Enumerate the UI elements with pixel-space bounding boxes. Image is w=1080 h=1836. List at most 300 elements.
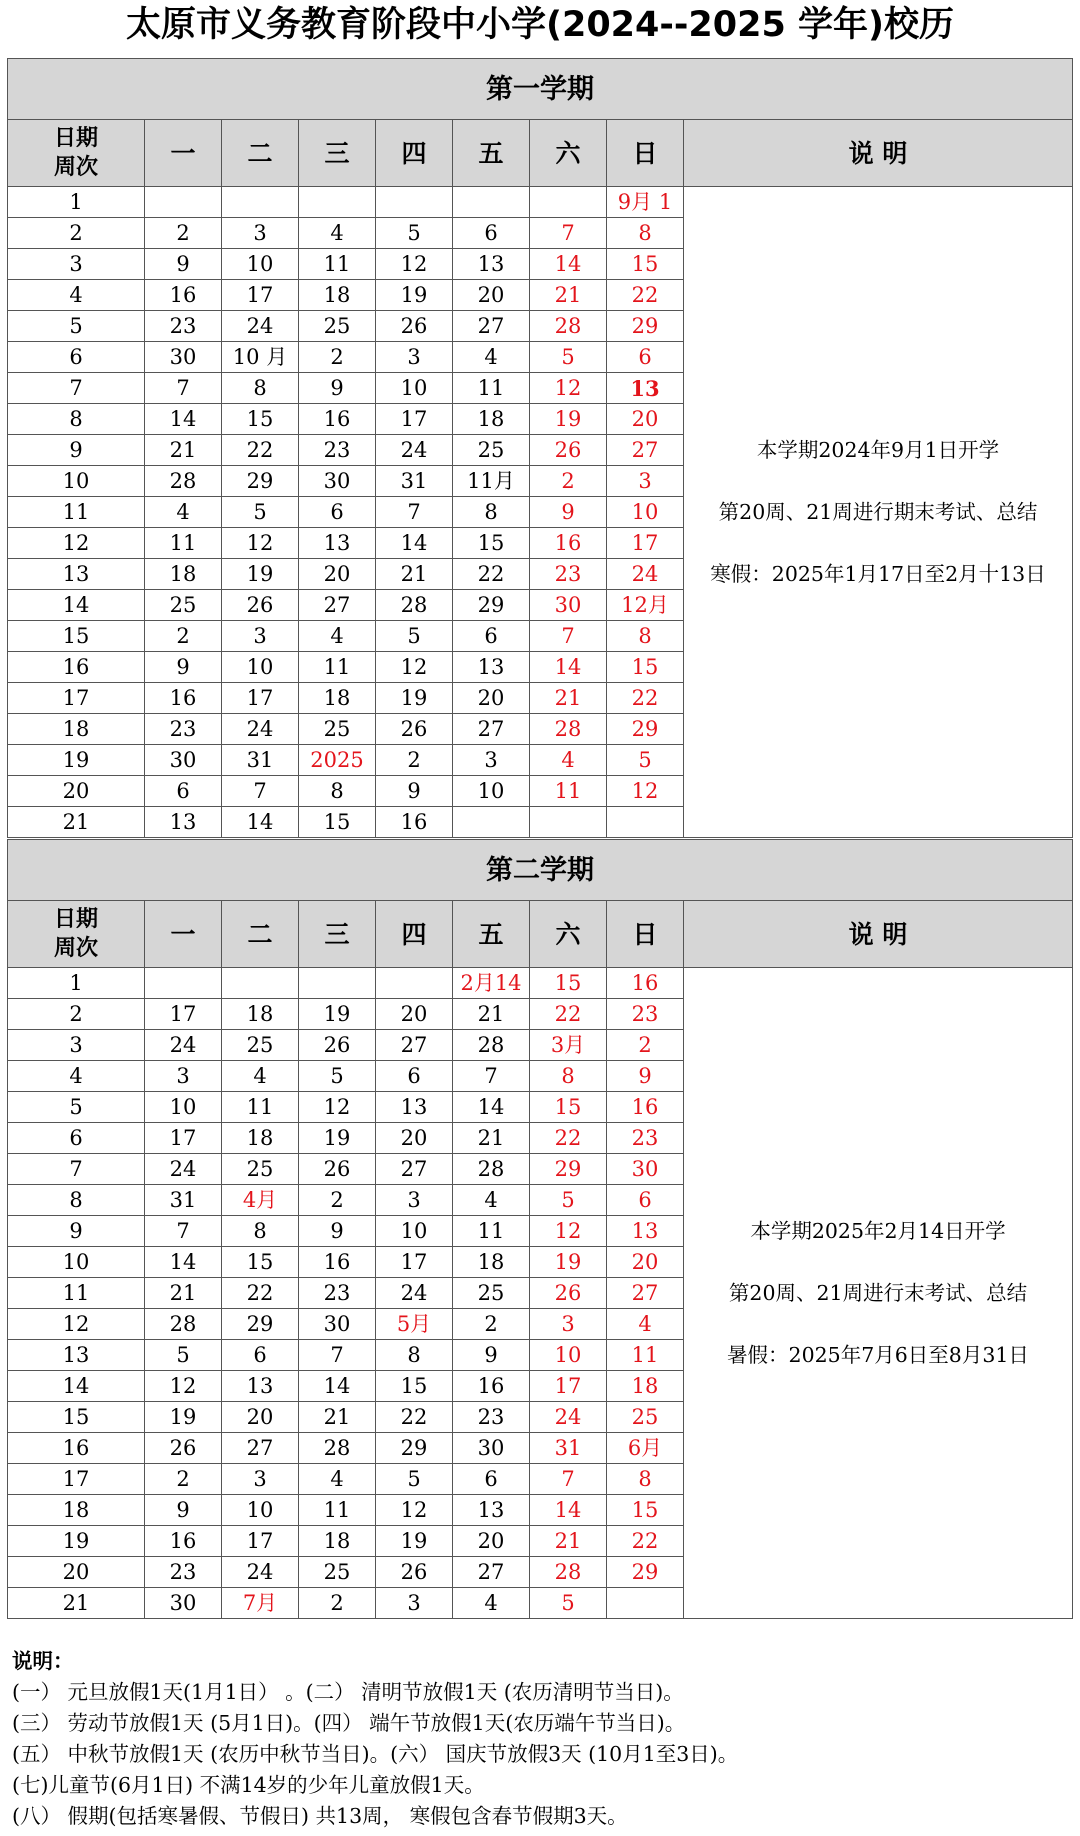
date-cell: 14	[145, 404, 222, 435]
date-cell: 10	[222, 652, 299, 683]
date-cell: 7	[453, 1061, 530, 1092]
week-number: 15	[8, 621, 145, 652]
date-cell: 7	[530, 1464, 607, 1495]
date-cell: 23	[530, 559, 607, 590]
semester-note-line: 第20周、21周进行期末考试、总结	[718, 500, 1038, 524]
date-cell: 10	[376, 373, 453, 404]
notes-header: 说 明	[684, 901, 1073, 968]
footer-line: (三） 劳动节放假1天 (5月1日)。(四） 端午节放假1天(农历端午节当日)。	[12, 1711, 686, 1735]
date-cell: 20	[453, 1526, 530, 1557]
week-number: 18	[8, 1495, 145, 1526]
date-cell: 11	[145, 528, 222, 559]
date-cell: 16	[145, 683, 222, 714]
date-cell: 2	[145, 621, 222, 652]
date-cell: 7	[222, 776, 299, 807]
date-cell: 22	[607, 280, 684, 311]
date-cell	[299, 187, 376, 218]
date-cell	[376, 187, 453, 218]
week-number: 1	[8, 187, 145, 218]
date-cell: 23	[607, 999, 684, 1030]
date-cell: 21	[453, 999, 530, 1030]
date-cell: 5	[607, 745, 684, 776]
date-cell	[453, 187, 530, 218]
date-cell: 5	[299, 1061, 376, 1092]
date-cell: 8	[222, 373, 299, 404]
week-number: 13	[8, 1340, 145, 1371]
date-cell: 20	[376, 999, 453, 1030]
date-cell: 12月	[607, 590, 684, 621]
date-cell: 29	[607, 714, 684, 745]
weekday-header: 日	[607, 120, 684, 187]
date-cell: 2	[376, 745, 453, 776]
date-cell: 28	[299, 1433, 376, 1464]
date-cell: 24	[145, 1030, 222, 1061]
date-cell: 3	[453, 745, 530, 776]
semester-title: 第二学期	[8, 840, 1073, 901]
date-cell: 12	[222, 528, 299, 559]
date-cell: 16	[145, 280, 222, 311]
week-number: 19	[8, 1526, 145, 1557]
date-cell: 28	[530, 1557, 607, 1588]
week-number: 18	[8, 714, 145, 745]
date-cell: 9	[299, 1216, 376, 1247]
weekday-header: 二	[222, 120, 299, 187]
footer-notes	[12, 1646, 1072, 1832]
date-cell: 29	[222, 1309, 299, 1340]
semester-notes	[684, 187, 1073, 838]
date-cell: 13	[145, 807, 222, 838]
date-cell: 8	[607, 621, 684, 652]
date-cell: 6	[376, 1061, 453, 1092]
date-cell: 14	[530, 249, 607, 280]
date-cell: 17	[607, 528, 684, 559]
date-cell: 21	[530, 1526, 607, 1557]
date-cell: 2月14	[453, 968, 530, 999]
date-cell: 29	[453, 590, 530, 621]
semester-note-line: 第20周、21周进行末考试、总结	[728, 1281, 1028, 1305]
header-row	[8, 901, 1073, 968]
header-date-label: 日期	[53, 907, 98, 932]
date-cell	[145, 187, 222, 218]
week-number: 21	[8, 1588, 145, 1619]
date-cell: 22	[376, 1402, 453, 1433]
date-cell: 24	[607, 559, 684, 590]
footer-heading: 说明：	[12, 1649, 74, 1673]
date-cell: 11	[607, 1340, 684, 1371]
date-cell: 13	[376, 1092, 453, 1123]
date-cell: 4	[299, 1464, 376, 1495]
date-cell: 7	[530, 218, 607, 249]
date-cell: 16	[607, 1092, 684, 1123]
date-cell: 19	[299, 1123, 376, 1154]
weekday-header: 二	[222, 901, 299, 968]
weekday-header: 三	[299, 120, 376, 187]
week-number: 11	[8, 1278, 145, 1309]
date-cell: 9	[453, 1340, 530, 1371]
weekday-header: 六	[530, 901, 607, 968]
date-cell: 17	[530, 1371, 607, 1402]
week-number: 4	[8, 1061, 145, 1092]
date-cell: 18	[299, 280, 376, 311]
date-cell: 4	[145, 497, 222, 528]
date-cell: 25	[453, 435, 530, 466]
date-cell: 24	[145, 1154, 222, 1185]
date-cell: 28	[530, 714, 607, 745]
date-cell: 30	[299, 1309, 376, 1340]
week-number: 20	[8, 776, 145, 807]
weekday-header: 四	[376, 120, 453, 187]
date-cell: 12	[376, 249, 453, 280]
date-cell: 20	[607, 404, 684, 435]
date-cell: 26	[376, 714, 453, 745]
date-cell: 18	[453, 404, 530, 435]
week-number: 17	[8, 683, 145, 714]
semester-banner-row	[8, 840, 1073, 901]
date-cell: 9	[145, 652, 222, 683]
date-cell: 10 月	[222, 342, 299, 373]
date-cell: 4	[222, 1061, 299, 1092]
date-cell: 5	[145, 1340, 222, 1371]
page-title: 太原市义务教育阶段中小学(2024--2025 学年)校历	[125, 5, 955, 45]
date-cell: 5	[530, 1588, 607, 1619]
date-cell: 10	[607, 497, 684, 528]
date-cell: 15	[299, 807, 376, 838]
date-cell: 13	[299, 528, 376, 559]
date-cell: 27	[376, 1154, 453, 1185]
date-cell: 3	[530, 1309, 607, 1340]
week-number: 15	[8, 1402, 145, 1433]
week-number: 16	[8, 1433, 145, 1464]
date-cell: 6	[453, 1464, 530, 1495]
date-cell: 26	[222, 590, 299, 621]
week-number: 10	[8, 1247, 145, 1278]
date-cell: 16	[453, 1371, 530, 1402]
date-cell: 4	[453, 1588, 530, 1619]
date-cell: 9	[607, 1061, 684, 1092]
footer-line: (五） 中秋节放假1天 (农历中秋节当日)。(六） 国庆节放假3天 (10月1至3日)。	[12, 1742, 739, 1766]
date-cell: 3	[222, 218, 299, 249]
date-cell: 14	[145, 1247, 222, 1278]
date-cell: 15	[607, 652, 684, 683]
date-cell: 24	[376, 435, 453, 466]
date-cell: 9	[145, 249, 222, 280]
date-cell: 20	[299, 559, 376, 590]
date-cell: 2	[453, 1309, 530, 1340]
semester-notes	[684, 968, 1073, 1619]
date-cell: 2	[145, 218, 222, 249]
date-cell: 26	[299, 1030, 376, 1061]
date-cell: 7	[530, 621, 607, 652]
notes-header: 说 明	[684, 120, 1073, 187]
date-cell: 13	[453, 249, 530, 280]
date-cell: 17	[145, 999, 222, 1030]
date-cell: 20	[376, 1123, 453, 1154]
week-number: 14	[8, 1371, 145, 1402]
footer-line: (一） 元旦放假1天(1月1日） 。(二） 清明节放假1天 (农历清明节当日)。	[12, 1680, 684, 1704]
week-number: 6	[8, 342, 145, 373]
date-cell: 25	[145, 590, 222, 621]
date-cell: 27	[607, 1278, 684, 1309]
date-cell: 19	[530, 1247, 607, 1278]
date-cell: 17	[222, 280, 299, 311]
semester-note-line: 本学期2025年2月14日开学	[750, 1219, 1006, 1243]
week-number: 7	[8, 373, 145, 404]
date-cell: 31	[145, 1185, 222, 1216]
week-number: 19	[8, 745, 145, 776]
date-cell: 7	[145, 373, 222, 404]
date-cell: 30	[530, 590, 607, 621]
date-cell: 10	[530, 1340, 607, 1371]
date-cell: 10	[222, 249, 299, 280]
date-cell: 27	[299, 590, 376, 621]
date-cell: 30	[145, 342, 222, 373]
date-cell: 19	[222, 559, 299, 590]
date-cell: 22	[222, 1278, 299, 1309]
date-cell: 10	[222, 1495, 299, 1526]
date-cell: 25	[299, 311, 376, 342]
date-cell: 6月	[607, 1433, 684, 1464]
date-cell: 24	[222, 1557, 299, 1588]
date-cell: 25	[607, 1402, 684, 1433]
date-cell	[145, 968, 222, 999]
date-cell: 11	[222, 1092, 299, 1123]
date-cell: 29	[607, 1557, 684, 1588]
date-cell: 9	[376, 776, 453, 807]
footer-line: (七)儿童节(6月1日) 不满14岁的少年儿童放假1天。	[12, 1773, 485, 1797]
week-number: 3	[8, 1030, 145, 1061]
date-cell: 16	[376, 807, 453, 838]
date-cell	[376, 968, 453, 999]
date-cell: 7月	[222, 1588, 299, 1619]
date-cell: 5	[376, 218, 453, 249]
date-cell: 3	[607, 466, 684, 497]
date-cell	[299, 968, 376, 999]
date-cell: 29	[530, 1154, 607, 1185]
semester-title: 第一学期	[8, 59, 1073, 120]
date-cell: 15	[222, 1247, 299, 1278]
date-cell: 26	[376, 1557, 453, 1588]
date-cell	[530, 807, 607, 838]
date-cell: 8	[222, 1216, 299, 1247]
date-cell: 30	[299, 466, 376, 497]
semester-banner-row	[8, 59, 1073, 120]
date-cell: 20	[453, 280, 530, 311]
date-cell: 8	[530, 1061, 607, 1092]
date-cell: 17	[222, 1526, 299, 1557]
date-cell: 19	[376, 1526, 453, 1557]
date-cell: 3	[222, 621, 299, 652]
weekday-header: 六	[530, 120, 607, 187]
week-number: 20	[8, 1557, 145, 1588]
date-cell: 5	[376, 621, 453, 652]
date-cell: 19	[145, 1402, 222, 1433]
footer-line: (八） 假期(包括寒暑假、节假日) 共13周， 寒假包含春节假期3天。	[12, 1804, 628, 1828]
date-cell: 12	[376, 1495, 453, 1526]
date-cell: 18	[299, 1526, 376, 1557]
date-cell: 26	[530, 435, 607, 466]
date-cell: 9月 1	[607, 187, 684, 218]
week-number: 9	[8, 1216, 145, 1247]
date-cell: 14	[299, 1371, 376, 1402]
date-cell: 15	[222, 404, 299, 435]
semester-note-line: 本学期2024年9月1日开学	[756, 438, 1000, 462]
date-cell: 4月	[222, 1185, 299, 1216]
semester-2-table	[7, 839, 1073, 1619]
semester-1-table	[7, 58, 1073, 838]
week-number: 17	[8, 1464, 145, 1495]
date-cell	[453, 807, 530, 838]
date-cell: 6	[145, 776, 222, 807]
date-cell: 23	[299, 1278, 376, 1309]
week-number: 8	[8, 404, 145, 435]
date-cell: 6	[607, 342, 684, 373]
date-cell: 20	[607, 1247, 684, 1278]
week-number: 11	[8, 497, 145, 528]
date-cell: 22	[530, 1123, 607, 1154]
date-cell: 19	[376, 683, 453, 714]
date-cell: 15	[376, 1371, 453, 1402]
weekday-header: 日	[607, 901, 684, 968]
date-cell: 2	[299, 1185, 376, 1216]
date-cell: 4	[299, 218, 376, 249]
date-cell: 15	[453, 528, 530, 559]
date-cell: 31	[530, 1433, 607, 1464]
date-cell: 18	[299, 683, 376, 714]
date-cell	[530, 187, 607, 218]
week-number: 5	[8, 311, 145, 342]
date-cell	[607, 1588, 684, 1619]
header-date-label: 日期	[53, 126, 98, 151]
date-cell: 9	[299, 373, 376, 404]
date-cell: 5	[222, 497, 299, 528]
date-cell: 27	[607, 435, 684, 466]
date-cell: 20	[453, 683, 530, 714]
date-cell: 24	[376, 1278, 453, 1309]
date-cell: 4	[607, 1309, 684, 1340]
date-cell: 28	[145, 466, 222, 497]
weekday-header: 一	[145, 901, 222, 968]
date-cell: 5	[530, 1185, 607, 1216]
date-cell: 6	[453, 621, 530, 652]
date-cell: 29	[376, 1433, 453, 1464]
date-cell: 6	[299, 497, 376, 528]
date-cell: 13	[453, 652, 530, 683]
weekday-header: 五	[453, 901, 530, 968]
week-number: 12	[8, 1309, 145, 1340]
date-cell: 25	[222, 1154, 299, 1185]
week-number: 13	[8, 559, 145, 590]
date-cell: 7	[376, 497, 453, 528]
date-cell: 6	[222, 1340, 299, 1371]
date-cell: 30	[453, 1433, 530, 1464]
date-cell: 12	[607, 776, 684, 807]
date-cell: 12	[530, 1216, 607, 1247]
date-cell: 28	[376, 590, 453, 621]
date-cell: 30	[607, 1154, 684, 1185]
date-cell: 22	[530, 999, 607, 1030]
date-cell: 27	[453, 311, 530, 342]
date-cell: 20	[222, 1402, 299, 1433]
week-date-header	[8, 901, 145, 968]
date-cell: 3	[222, 1464, 299, 1495]
date-cell: 23	[453, 1402, 530, 1433]
date-cell: 10	[145, 1092, 222, 1123]
date-cell: 27	[376, 1030, 453, 1061]
date-cell: 22	[607, 683, 684, 714]
date-cell: 26	[530, 1278, 607, 1309]
date-cell: 14	[453, 1092, 530, 1123]
date-cell: 27	[222, 1433, 299, 1464]
date-cell: 28	[145, 1309, 222, 1340]
date-cell: 28	[453, 1030, 530, 1061]
date-cell: 25	[453, 1278, 530, 1309]
week-number: 16	[8, 652, 145, 683]
date-cell: 23	[299, 435, 376, 466]
date-cell: 13	[607, 1216, 684, 1247]
date-cell: 18	[453, 1247, 530, 1278]
date-cell: 26	[376, 311, 453, 342]
date-cell: 11	[299, 652, 376, 683]
date-cell: 21	[376, 559, 453, 590]
date-cell: 29	[607, 311, 684, 342]
date-cell: 11	[453, 1216, 530, 1247]
week-date-header	[8, 120, 145, 187]
week-number: 10	[8, 466, 145, 497]
date-cell: 8	[607, 1464, 684, 1495]
date-cell: 25	[299, 714, 376, 745]
date-cell: 4	[299, 621, 376, 652]
week-number: 1	[8, 968, 145, 999]
date-cell: 14	[376, 528, 453, 559]
date-cell: 13	[607, 373, 684, 404]
date-cell: 5	[530, 342, 607, 373]
date-cell: 13	[222, 1371, 299, 1402]
week-number: 12	[8, 528, 145, 559]
header-row	[8, 120, 1073, 187]
date-cell: 9	[530, 497, 607, 528]
date-cell: 2025	[299, 745, 376, 776]
week-number: 14	[8, 590, 145, 621]
date-cell: 12	[376, 652, 453, 683]
semester-note-line: 暑假：2025年7月6日至8月31日	[727, 1343, 1029, 1367]
date-cell: 31	[222, 745, 299, 776]
date-cell: 2	[299, 342, 376, 373]
week-number: 2	[8, 218, 145, 249]
date-cell: 29	[222, 466, 299, 497]
date-cell: 3	[376, 1185, 453, 1216]
date-cell: 24	[530, 1402, 607, 1433]
date-cell: 17	[145, 1123, 222, 1154]
date-cell: 16	[299, 404, 376, 435]
date-cell: 14	[530, 1495, 607, 1526]
date-cell: 19	[299, 999, 376, 1030]
date-cell: 18	[145, 559, 222, 590]
date-cell: 26	[299, 1154, 376, 1185]
date-cell: 5	[376, 1464, 453, 1495]
date-cell: 22	[222, 435, 299, 466]
date-cell: 11月	[453, 466, 530, 497]
date-cell	[607, 807, 684, 838]
date-cell: 19	[376, 280, 453, 311]
date-cell: 30	[145, 745, 222, 776]
date-cell: 16	[530, 528, 607, 559]
date-cell: 14	[530, 652, 607, 683]
date-cell: 21	[145, 1278, 222, 1309]
date-cell: 8	[376, 1340, 453, 1371]
date-cell: 26	[145, 1433, 222, 1464]
date-cell: 10	[376, 1216, 453, 1247]
date-cell: 3	[376, 342, 453, 373]
